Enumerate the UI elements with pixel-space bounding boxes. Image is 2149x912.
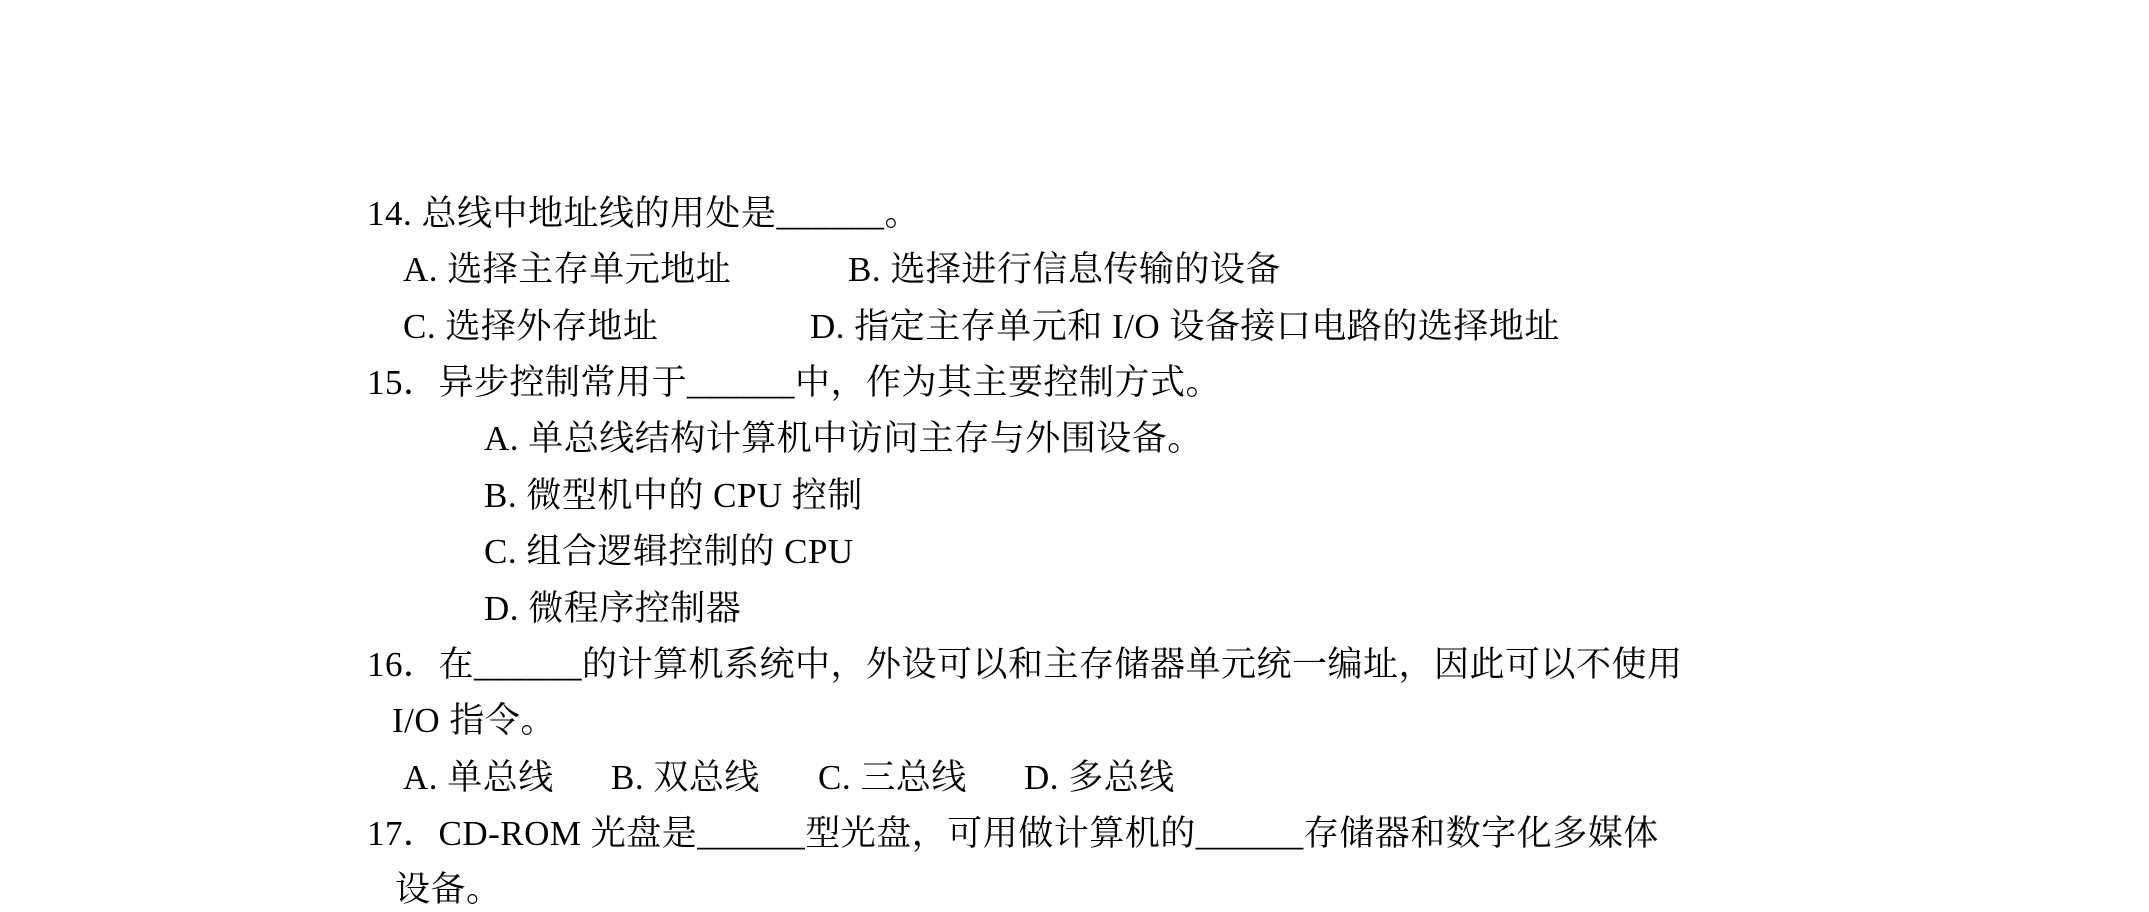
question-17-stem-line-2: 设备。 — [395, 870, 502, 909]
question-16-option-c: C. 三总线 — [818, 758, 967, 797]
question-14-option-b: B. 选择进行信息传输的设备 — [848, 250, 1281, 289]
question-14-option-d: D. 指定主存单元和 I/O 设备接口电路的选择地址 — [810, 307, 1560, 346]
question-16-stem-line-2: I/O 指令。 — [392, 701, 556, 740]
question-16-stem-line-1: 16．在______的计算机系统中，外设可以和主存储器单元统一编址，因此可以不使用 — [367, 645, 1683, 684]
question-15-option-b: B. 微型机中的 CPU 控制 — [484, 476, 863, 515]
question-14-option-c: C. 选择外存地址 — [403, 307, 659, 346]
question-16-option-a: A. 单总线 — [403, 758, 554, 797]
question-15-option-d: D. 微程序控制器 — [484, 589, 742, 628]
question-15-option-a: A. 单总线结构计算机中访问主存与外围设备。 — [484, 419, 1203, 458]
question-17-stem-line-1: 17．CD-ROM 光盘是______型光盘，可用做计算机的______存储器和数字化多媒体 — [367, 814, 1659, 853]
question-16-option-b: B. 双总线 — [611, 758, 760, 797]
question-15-option-c: C. 组合逻辑控制的 CPU — [484, 532, 854, 571]
question-14-stem: 14. 总线中地址线的用处是______。 — [367, 194, 921, 233]
question-15-stem: 15．异步控制常用于______中，作为其主要控制方式。 — [367, 363, 1222, 402]
question-14-option-a: A. 选择主存单元地址 — [403, 250, 732, 289]
question-16-option-d: D. 多总线 — [1024, 758, 1175, 797]
